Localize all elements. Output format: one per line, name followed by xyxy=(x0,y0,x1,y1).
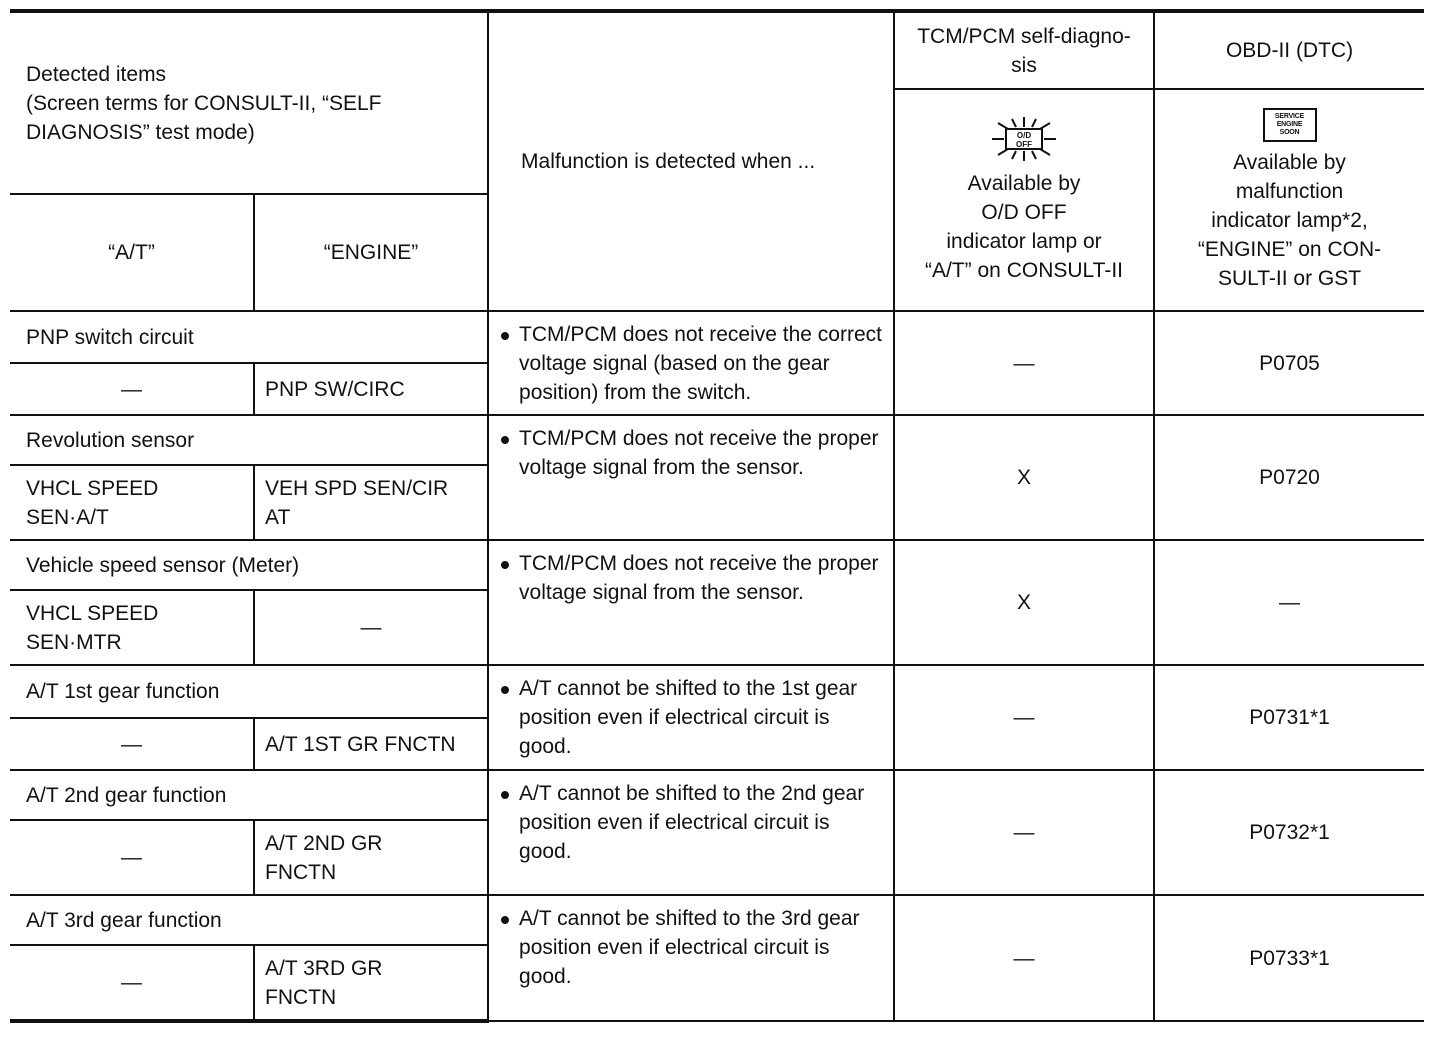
header-row-1 xyxy=(10,11,1424,89)
service-engine-soon-icon: SERVICE ENGINE SOON xyxy=(1165,108,1414,142)
table-row xyxy=(10,415,1424,465)
detected-item: Revolution sensor xyxy=(10,415,488,465)
tcm-cell: — xyxy=(894,311,1154,415)
malfunction-cell xyxy=(488,540,894,665)
tcm-availability: Available by O/D OFF indicator lamp or “A/T” on CONSULT-II xyxy=(925,172,1123,282)
at-screen-term: VHCL SPEED SEN·A/T xyxy=(10,465,254,540)
bullet-icon xyxy=(501,436,509,444)
detected-item: A/T 2nd gear function xyxy=(10,770,488,820)
obd-cell: P0733*1 xyxy=(1154,895,1424,1021)
od-off-lamp-icon xyxy=(905,115,1143,163)
malfunction-cell xyxy=(488,311,894,415)
malfunction-cell xyxy=(488,770,894,895)
detected-item: A/T 3rd gear function xyxy=(10,895,488,945)
malfunction-text: TCM/PCM does not receive the proper voltage signal from the sensor. xyxy=(519,427,879,479)
tcm-cell: — xyxy=(894,895,1154,1021)
engine-screen-term: PNP SW/CIRC xyxy=(254,363,488,415)
bullet-icon xyxy=(501,561,509,569)
obd-subheader xyxy=(1154,89,1424,311)
table-row xyxy=(10,540,1424,590)
malfunction-text: A/T cannot be shifted to the 2nd gear position even if electrical circuit is good. xyxy=(519,782,865,863)
engine-column-header: “ENGINE” xyxy=(254,194,488,311)
tcm-cell: — xyxy=(894,770,1154,895)
tcm-cell: X xyxy=(894,415,1154,540)
engine-screen-term: — xyxy=(254,590,488,665)
at-screen-term: — xyxy=(10,945,254,1021)
obd-header: OBD-II (DTC) xyxy=(1154,11,1424,89)
svg-text:O/D: O/D xyxy=(1016,131,1032,140)
at-screen-term: VHCL SPEED SEN·MTR xyxy=(10,590,254,665)
malfunction-text: A/T cannot be shifted to the 1st gear position even if electrical circuit is good. xyxy=(519,677,858,758)
engine-screen-term: A/T 2ND GR FNCTN xyxy=(254,820,488,895)
detected-items-header: Detected items (Screen terms for CONSULT-II, “SELF DIAGNOSIS” test mode) xyxy=(10,11,488,194)
engine-screen-term: VEH SPD SEN/CIR AT xyxy=(254,465,488,540)
at-screen-term: — xyxy=(10,718,254,770)
engine-screen-term: A/T 1ST GR FNCTN xyxy=(254,718,488,770)
tcm-header: TCM/PCM self-diagno- sis xyxy=(894,11,1154,89)
malfunction-text: TCM/PCM does not receive the correct voltage signal (based on the gear position) from the switch. xyxy=(519,323,882,404)
malfunction-cell xyxy=(488,415,894,540)
malfunction-cell xyxy=(488,665,894,770)
engine-screen-term: A/T 3RD GR FNCTN xyxy=(254,945,488,1021)
malfunction-cell xyxy=(488,895,894,1021)
svg-text:OFF: OFF xyxy=(1016,140,1033,149)
tcm-cell: — xyxy=(894,665,1154,770)
at-screen-term: — xyxy=(10,820,254,895)
bullet-icon xyxy=(501,332,509,340)
at-column-header: “A/T” xyxy=(10,194,254,311)
obd-cell: P0720 xyxy=(1154,415,1424,540)
malfunction-header: Malfunction is detected when ... xyxy=(488,11,894,311)
table-row xyxy=(10,895,1424,945)
malfunction-text: TCM/PCM does not receive the proper voltage signal from the sensor. xyxy=(519,552,879,604)
obd-cell: — xyxy=(1154,540,1424,665)
obd-cell: P0731*1 xyxy=(1154,665,1424,770)
diagnosis-table xyxy=(10,9,1424,1023)
obd-cell: P0705 xyxy=(1154,311,1424,415)
bullet-icon xyxy=(501,686,509,694)
detected-item: Vehicle speed sensor (Meter) xyxy=(10,540,488,590)
obd-cell: P0732*1 xyxy=(1154,770,1424,895)
obd-availability: Available by malfunction indicator lamp*2, “ENGINE” on CON- SULT-II or GST xyxy=(1197,150,1382,290)
malfunction-text: A/T cannot be shifted to the 3rd gear position even if electrical circuit is good. xyxy=(519,907,860,988)
detected-item: A/T 1st gear function xyxy=(10,665,488,718)
table-row xyxy=(10,311,1424,363)
bullet-icon xyxy=(501,916,509,924)
at-screen-term: — xyxy=(10,363,254,415)
bullet-icon xyxy=(501,791,509,799)
tcm-subheader xyxy=(894,89,1154,311)
table-row xyxy=(10,665,1424,718)
table-row xyxy=(10,770,1424,820)
tcm-cell: X xyxy=(894,540,1154,665)
detected-item: PNP switch circuit xyxy=(10,311,488,363)
